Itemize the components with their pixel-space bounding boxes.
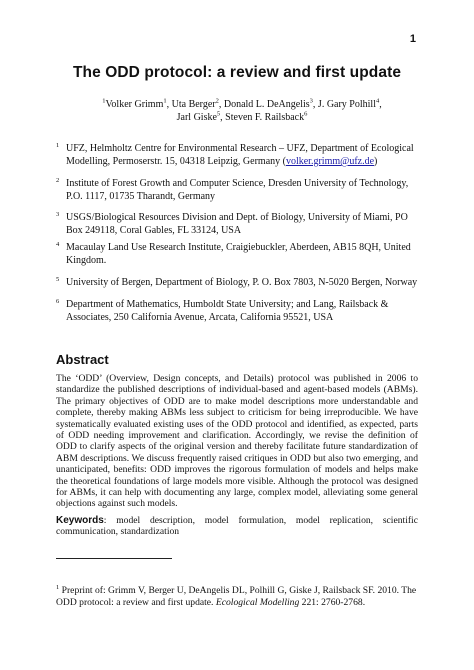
author-sup: 2 [215, 97, 219, 105]
author-sup: 1 [163, 97, 167, 105]
author-list: $^1$Volker Grimm$^1$, Uta Berger$^2$, Donald L. DeAngelis$^3$, J. Gary Polhill$^4$, Jarl Giske$^5$, Steven F. Railsback$^6$ [102, 97, 382, 123]
author-sup: 4 [375, 97, 380, 105]
affiliation-close: ) [374, 156, 378, 167]
author-name: Uta Berger [171, 99, 216, 110]
affiliation-3 [56, 211, 418, 237]
affiliation-6 [56, 298, 418, 324]
affiliation-number: 2 [56, 177, 60, 184]
author-name: Steven F. Railsback [225, 112, 305, 123]
footnote [56, 585, 418, 609]
affiliation-5 [56, 276, 418, 289]
author-name: Donald L. DeAngelis [223, 99, 310, 110]
footnote-citation: 221: 2760-2768. [299, 597, 366, 608]
email-link[interactable]: volker.grimm@ufz.de [285, 156, 375, 167]
affiliation-text: USGS/Biological Resources Division and Dept. of Biology, University of Miami, PO Box 249118, Coral Gables, FL 33124, USA [66, 212, 408, 236]
footnote-text: Preprint of: Grimm V, Berger U, DeAngelis DL, Polhill G, Giske J, Railsback SF. 2010. The ODD protocol: a review and first update. [56, 585, 417, 608]
abstract-text: The ‘ODD’ (Overview, Design concepts, and Details) protocol was published in 2006 to standardize the published descriptions of individual-based and agent-based models (ABMs). The primary objectives of ODD are to make model descriptions more understandable and complete, thereby making ABMs less subject to criticism for being irreproducible. We have systematically evaluated existing uses of the ODD protocol and identified, as expected, parts of ODD needing improvement and clarification. Accordingly, we revise the definition of ODD to clarify aspects of the original version and thereby facilitate future standardization of ABM descriptions. We discuss frequently raised critiques in ODD but also two emerging, and unanticipated, benefits: ODD improves the rigorous formulation of models and helps make the theoretical foundations of large models more visible. Although the protocol was designed for ABMs, it can help with documenting any large, complex model, alleviating some general objections against such models. [56, 373, 418, 510]
affiliation-4 [56, 241, 418, 267]
abstract-heading: Abstract [56, 352, 109, 367]
author-sup: 5 [216, 110, 221, 118]
affiliation-text: Institute of Forest Growth and Computer Science, Dresden University of Technology, P.O. 1117, 01735 Tharandt, Germany [66, 178, 409, 202]
footnote-divider [56, 558, 172, 559]
footnote-number: 1 [56, 583, 60, 591]
affiliation-text: UFZ, Helmholtz Centre for Environmental Research – UFZ, Department of Ecological Modelling, Permoserstr. 15, 04318 Leipzig, Germany ( [66, 143, 414, 167]
author-sup: 6 [304, 110, 308, 118]
affiliation-text: Macaulay Land Use Research Institute, Craigiebuckler, Aberdeen, AB15 8QH, United Kingdom. [66, 242, 411, 266]
author-sup: 3 [309, 97, 313, 105]
author-name: Jarl Giske [176, 112, 217, 123]
keywords: Keywords: model description, model formulation, model replication, scientific communication, standardization [56, 515, 418, 538]
affiliation-1 [56, 142, 418, 168]
keywords-label: Keywords [56, 515, 104, 526]
affiliation-number: 3 [56, 211, 60, 218]
affiliation-text: University of Bergen, Department of Biology, P. O. Box 7803, N-5020 Bergen, Norway [66, 277, 418, 288]
affiliation-text: Department of Mathematics, Humboldt State University; and Lang, Railsback & Associates, 250 California Avenue, Arcata, California 95521, USA [66, 299, 389, 323]
page-number: 1 [409, 33, 416, 45]
affiliation-number: 4 [56, 241, 60, 248]
author-name: J. Gary Polhill [317, 99, 376, 110]
affiliation-number: 6 [56, 298, 60, 305]
author-name: Volker Grimm [105, 99, 164, 110]
affiliation-2 [56, 177, 418, 203]
affiliation-number: 1 [56, 142, 60, 149]
affiliation-number: 5 [56, 276, 60, 283]
footnote-journal: Ecological Modelling [215, 597, 300, 608]
paper-title: The ODD protocol: a review and first update [72, 64, 402, 81]
keywords-text: model description, model formulation, model replication, scientific communication, standardization [56, 515, 418, 538]
author-pre-sup: 1 [102, 97, 106, 105]
